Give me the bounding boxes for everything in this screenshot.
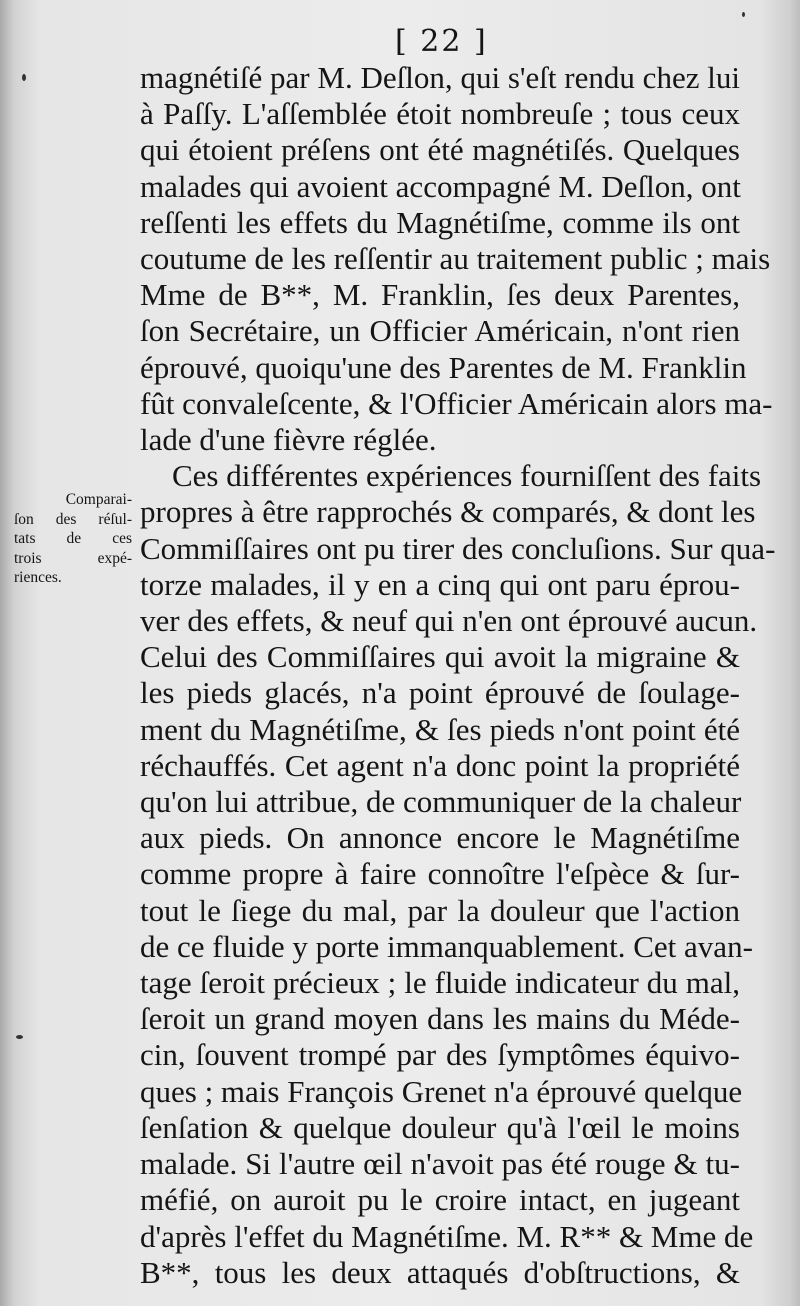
text-line: ſeroit un grand moyen dans les mains du Méde- bbox=[140, 1001, 740, 1037]
page-number: [ 22 ] bbox=[395, 24, 488, 59]
margin-note-line: ſon des réſul- bbox=[14, 510, 132, 528]
text-line: ſon Secrétaire, un Officier Américain, n'ont rien bbox=[140, 313, 740, 349]
text-line: de ce fluide y porte immanquablement. Cet avan- bbox=[140, 928, 753, 964]
text-line: malades qui avoient accompagné M. Deſlon, ont bbox=[140, 168, 741, 204]
text-line: d'après l'effet du Magnétiſme. M. R** & Mme de bbox=[140, 1218, 754, 1254]
text-line: Ces différentes expériences fourniſſent des faits bbox=[172, 458, 762, 494]
text-line: fût convaleſcente, & l'Officier Américain alors ma- bbox=[140, 385, 773, 421]
body-text bbox=[140, 60, 776, 1291]
text-line: cin, ſouvent trompé par des ſymptômes équivo- bbox=[140, 1037, 740, 1073]
margin-note-line: riences. bbox=[14, 569, 62, 586]
text-line: à Paſſy. L'aſſemblée étoit nombreuſe ; tous ceux bbox=[140, 96, 740, 132]
text-line: Commiſſaires ont pu tirer des concluſions. Sur qua- bbox=[140, 530, 776, 566]
text-line: ment du Magnétiſme, & ſes pieds n'ont point été bbox=[140, 711, 740, 747]
margin-note bbox=[14, 490, 132, 588]
margin-note-line: Comparai- bbox=[65, 491, 132, 508]
text-line: tage ſeroit précieux ; le fluide indicateur du mal, bbox=[140, 965, 740, 1001]
text-line: tout le ſiege du mal, par la douleur que l'action bbox=[140, 892, 740, 928]
text-line: magnétiſé par M. Deſlon, qui s'eſt rendu chez lui bbox=[140, 60, 740, 95]
text-line: malade. Si l'autre œil n'avoit pas été rouge & tu- bbox=[140, 1146, 740, 1182]
text-line: qui étoient préſens ont été magnétiſés. Quelques bbox=[140, 132, 740, 168]
text-line: qu'on lui attribue, de communiquer de la chaleur bbox=[140, 784, 742, 820]
ink-speck bbox=[742, 12, 745, 17]
text-line: Celui des Commiſſaires qui avoit la migraine & bbox=[140, 639, 740, 675]
text-line: coutume de les reſſentir au traitement public ; mais bbox=[140, 241, 771, 277]
text-line: ques ; mais François Grenet n'a éprouvé quelque bbox=[140, 1073, 743, 1109]
ink-speck bbox=[22, 74, 26, 81]
margin-note-line: trois expé- bbox=[14, 549, 132, 567]
text-line: comme propre à faire connoître l'eſpèce & ſur- bbox=[140, 856, 740, 892]
margin-note-line: tats de ces bbox=[14, 530, 132, 547]
text-line: réchauffés. Cet agent n'a donc point la propriété bbox=[140, 747, 740, 783]
text-line: méfié, on auroit pu le croire intact, en jugeant bbox=[140, 1182, 740, 1218]
text-line: les pieds glacés, n'a point éprouvé de ſoulage- bbox=[140, 675, 740, 711]
text-line: éprouvé, quoiqu'une des Parentes de M. Franklin bbox=[140, 349, 747, 385]
text-line: aux pieds. On annonce encore le Magnétiſme bbox=[140, 820, 740, 856]
text-line: reſſenti les effets du Magnétiſme, comme ils ont bbox=[140, 204, 740, 240]
text-line: ver des effets, & neuf qui n'en ont éprouvé aucun. bbox=[140, 603, 758, 639]
text-line: ſenſation & quelque douleur qu'à l'œil le moins bbox=[140, 1109, 740, 1145]
text-line: Mme de B**, M. Franklin, ſes deux Parentes, bbox=[140, 277, 740, 313]
text-line: B**, tous les deux attaqués d'obſtructions, & bbox=[140, 1254, 740, 1290]
text-line: lade d'une fièvre réglée. bbox=[140, 422, 437, 458]
ink-speck bbox=[16, 1035, 23, 1039]
text-line: torze malades, il y en a cinq qui ont paru éprou- bbox=[140, 566, 740, 602]
text-line: propres à être rapprochés & comparés, & dont les bbox=[140, 494, 756, 530]
